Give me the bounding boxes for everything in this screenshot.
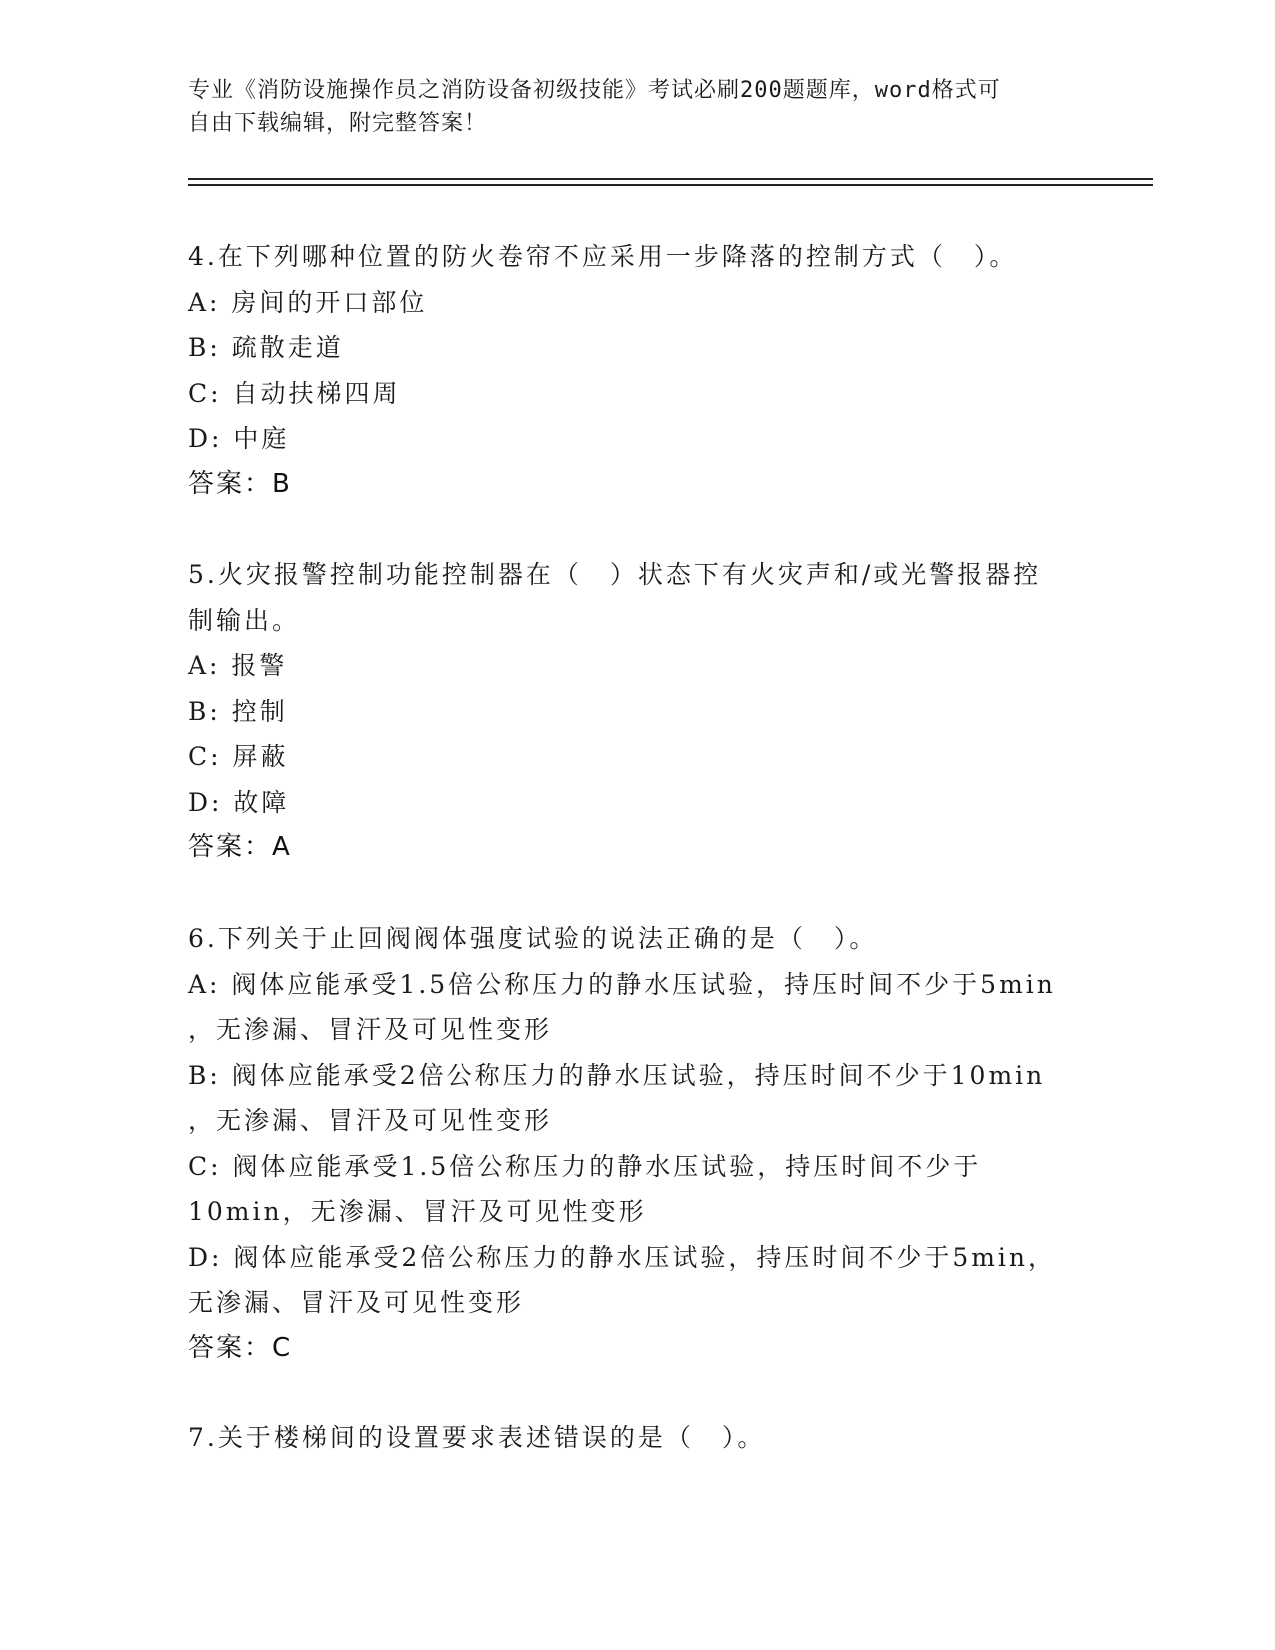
header-divider	[188, 184, 1153, 186]
option-d: D: 中庭	[188, 424, 290, 453]
option-b: B: 控制	[188, 696, 288, 726]
question-block	[188, 916, 1088, 1371]
question-stem: 5.火灾报警控制功能控制器在（ ）状态下有火灾声和/或光警报器控	[188, 560, 1042, 589]
option-c: 10min，无渗漏、冒汗及可见性变形	[188, 1197, 647, 1226]
question-stem: 4.在下列哪种位置的防火卷帘不应采用一步降落的控制方式（ ）。	[188, 242, 1018, 271]
option-d: D: 故障	[188, 787, 290, 817]
header-divider	[188, 178, 1153, 180]
question-block	[188, 234, 1088, 507]
option-d: D: 阀体应能承受2倍公称压力的静水压试验，持压时间不少于5min，	[188, 1242, 1057, 1272]
question-block	[188, 552, 1088, 871]
option-b: B: 疏散走道	[188, 333, 344, 362]
question-stem: 6.下列关于止回阀阀体强度试验的说法正确的是（ ）。	[188, 924, 878, 953]
option-c: C: 阀体应能承受1.5倍公称压力的静水压试验，持压时间不少于	[188, 1151, 982, 1181]
option-a: A: 报警	[188, 651, 288, 680]
answer-label: 答案：B	[188, 468, 292, 499]
option-a: A: 阀体应能承受1.5倍公称压力的静水压试验，持压时间不少于5min	[188, 969, 1056, 999]
question-stem: 7.关于楼梯间的设置要求表述错误的是（ ）。	[188, 1423, 766, 1452]
document-header	[188, 74, 1068, 140]
option-a: ，无渗漏、冒汗及可见性变形	[188, 1015, 553, 1044]
option-c: C: 屏蔽	[188, 742, 289, 771]
option-b: B: 阀体应能承受2倍公称压力的静水压试验，持压时间不少于10min	[188, 1060, 1046, 1090]
header-line: 专业《消防设施操作员之消防设备初级技能》考试必刷200题题库，word格式可	[188, 78, 1001, 103]
question-block	[188, 1415, 1088, 1461]
question-stem: 制输出。	[188, 605, 301, 635]
option-b: ，无渗漏、冒汗及可见性变形	[188, 1106, 553, 1135]
answer-label: 答案：A	[188, 832, 292, 862]
option-d: 无渗漏、冒汗及可见性变形	[188, 1288, 525, 1317]
answer-label: 答案：C	[188, 1332, 293, 1363]
header-line: 自由下载编辑，附完整答案！	[188, 111, 488, 136]
option-c: C: 自动扶梯四周	[188, 378, 401, 408]
option-a: A: 房间的开口部位	[188, 287, 428, 317]
